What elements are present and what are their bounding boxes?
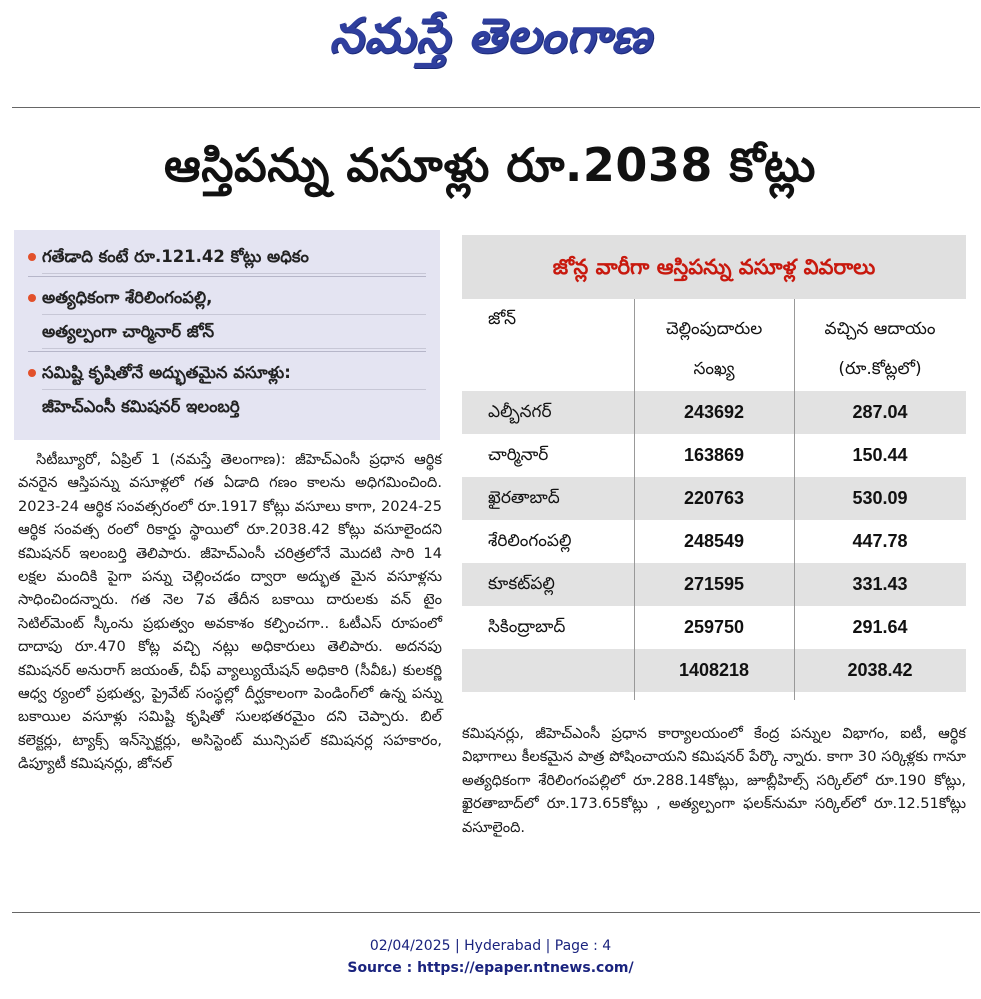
header-zone: జోన్ [488,309,517,329]
cell-zone: శేరిలింగంపల్లి [488,531,572,551]
cell-revenue: 331.43 [852,574,908,594]
cell-revenue: 150.44 [852,445,908,465]
bottom-rule [12,912,980,913]
cell-payers: 271595 [683,574,745,594]
highlight-line: అత్యధికంగా శేరిలింగంపల్లి, [42,281,426,315]
header-revenue-line: వచ్చిన ఆదాయం [824,319,936,339]
cell-payers: 243692 [683,402,745,422]
top-rule [12,107,980,108]
cell-revenue: 530.09 [852,488,908,508]
cell-revenue: 287.04 [852,402,908,422]
header-payers-line: చెల్లింపుదారుల [665,319,763,339]
table-total-row [462,649,966,692]
cell-zone [488,649,634,692]
cell-revenue: 447.78 [852,531,908,551]
article-body-right [462,722,966,839]
header-payers [634,309,794,389]
table-row [462,520,966,563]
masthead [0,8,981,78]
highlight-item [28,240,426,274]
cell-payers-total: 1408218 [678,660,750,680]
highlight-item [28,281,426,349]
table-row [462,477,966,520]
table-row [462,606,966,649]
article-body-left [18,448,442,776]
footer-date-page: 02/04/2025 | Hyderabad | Page : 4 [369,938,612,954]
table-header-row [462,299,966,391]
cell-payers: 163869 [683,445,745,465]
cell-payers: 248549 [683,531,745,551]
header-revenue [794,309,966,389]
cell-zone: సికింద్రాబాద్ [488,617,566,637]
cell-zone: ఎల్బీనగర్ [488,402,552,422]
table-title: జోన్ల వారీగా ఆస్తిపన్ను వసూళ్ల వివరాలు [462,235,966,299]
highlight-item [28,356,426,423]
article-paragraph: కమిషనర్లు, జీహెచ్ఎంసీ ప్రధాన కార్యాలయంలో కేంద్ర పన్నుల విభాగం, ఐటీ, ఆర్థిక విభాగాలు కీలకమైన పాత్ర పోషించాయని కమిషనర్ పేర్కొ న్నారు. కాగా 30 సర్కిళ్లకు గానూ అత్యధికంగా శేరిలింగంపల్లిలో రూ.288.14కోట్లు, జూబ్లీహిల్స్ సర్కిల్‌లో రూ.190 కోట్లు, ఖైరతాబాద్‌లో రూ.173.65కోట్లు , అత్యల్పంగా ఫలక్‌నుమా సర్కిల్‌లో రూ.12.51కోట్లు వసూలైంది. [462,725,966,836]
highlight-divider [28,351,426,352]
highlight-divider [28,276,426,277]
bullet-icon [28,369,36,377]
article-paragraph: సిటీబ్యూరో, ఏప్రిల్ 1 (నమస్తే తెలంగాణ): జీహెచ్ఎంసీ ప్రధాన ఆర్థిక వనరైన ఆస్తిపన్ను వసూళ్లలో గత ఏడాది గణం కాలను అధిగమించింది. 2023-24 ఆర్థిక సంవత్సరంలో రూ.1917 కోట్లు వసూలు కాగా, 2024-25 ఆర్థిక సంవత్స రంలో రికార్డు స్థాయిలో రూ.2038.42 కోట్లు వసూలైందని కమిషనర్ ఇలంబర్తి తెలిపారు. జీహెచ్ఎంసీ చరిత్రలోనే మొదటి సారి 14 లక్షల మందికి పైగా పన్ను చెల్లించడం ద్వారా అద్భుత మైన వసూళ్లను సాధించిందన్నారు. గత నెల 7వ తేదీన బకాయి దారులకు వన్ టైం సెటిల్‌మెంట్ స్కీంను ప్రభుత్వం అవకాశం కల్పించగా.. ఓటీఎస్ రూపంలో దాదాపు రూ.470 కోట్ల వచ్చి నట్లు అధికారులు తెలిపారు. అదనపు కమిషనర్ అనురాగ్ జయంత్, చీఫ్ వ్యాల్యుయేషన్ అధికారి (సీవీఓ) కులకర్ణి ఆధ్వ ర్యంలో ప్రభుత్వ, ప్రైవేట్ సంస్థల్లో దీర్ఘకాలంగా పెండింగ్‌లో ఉన్న పన్ను బకాయిల వసూళ్లు సమిష్టి కృషితో సులభతరమైం దని చెప్పారు. బిల్ కలెక్టర్లు, ట్యాక్స్ ఇన్‌స్పెక్టర్లు, అసిస్టెంట్ మున్సిపల్ కమిషనర్ల సహకారం, డిప్యూటీ కమిషనర్లు, జోనల్ [18,451,442,773]
cell-zone: ఖైరతాబాద్ [488,488,560,508]
cell-revenue-total: 2038.42 [847,660,913,680]
cell-revenue: 291.64 [852,617,908,637]
headline: ఆస్తిపన్ను వసూళ్లు రూ.2038 కోట్లు [164,138,816,192]
table-row [462,563,966,606]
table-row [462,434,966,477]
header-payers-line: సంఖ్య [693,359,735,379]
cell-zone: చార్మినార్ [488,445,549,465]
zone-collection-table [462,235,966,700]
cell-zone: కూకట్‌పల్లి [488,574,555,594]
table-row [462,391,966,434]
highlight-line: జీహెచ్ఎంసీ కమిషనర్ ఇలంబర్తి [42,397,240,416]
bullet-icon [28,294,36,302]
footer-source: Source : https://epaper.ntnews.com/ [347,960,634,976]
cell-payers: 259750 [683,617,745,637]
bullet-icon [28,253,36,261]
highlight-line: సమిష్టి కృషితోనే అద్భుతమైన వసూళ్లు: [42,356,426,390]
header-revenue-line: (రూ.కోట్లలో) [838,359,922,379]
column-divider [634,299,635,700]
cell-payers: 220763 [683,488,745,508]
highlights-box [14,230,440,440]
masthead-title: నమస్తే తెలంగాణ [329,8,652,64]
column-divider [794,299,795,700]
highlight-line: అత్యల్పంగా చార్మినార్ జోన్ [42,315,426,349]
highlight-line: గతేడాది కంటే రూ.121.42 కోట్లు అధికం [42,240,426,274]
